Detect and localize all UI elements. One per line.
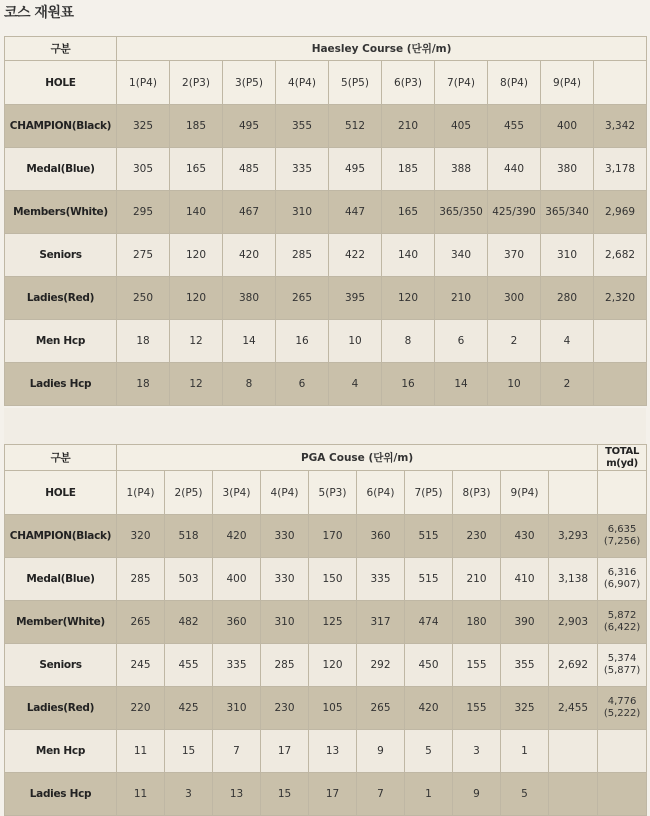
hole-header: HOLE	[5, 471, 117, 515]
cell: 6	[276, 363, 329, 406]
cell: 482	[165, 601, 213, 644]
category-header: 구분	[5, 445, 117, 471]
total-cell: 3,342	[594, 105, 647, 148]
cell: 355	[276, 105, 329, 148]
cell: 455	[488, 105, 541, 148]
cell: 388	[435, 148, 488, 191]
total-cell	[594, 320, 647, 363]
table-row	[5, 363, 647, 406]
row-label: Ladies Hcp	[5, 773, 117, 816]
hole-header: HOLE	[5, 61, 117, 105]
cell: 8	[223, 363, 276, 406]
total-cell	[598, 558, 647, 601]
cell: 495	[223, 105, 276, 148]
cell: 485	[223, 148, 276, 191]
row-label: Medal(Blue)	[5, 558, 117, 601]
cell: 1	[405, 773, 453, 816]
hole-header-cell: 2(P5)	[165, 471, 213, 515]
row-label: Ladies(Red)	[5, 687, 117, 730]
cell: 430	[501, 515, 549, 558]
cell: 305	[117, 148, 170, 191]
hole-header-cell: 9(P4)	[541, 61, 594, 105]
cell: 5	[501, 773, 549, 816]
cell: 1	[501, 730, 549, 773]
subtotal-cell: 2,903	[549, 601, 598, 644]
cell: 310	[276, 191, 329, 234]
course-title: PGA Couse (단위/m)	[117, 445, 598, 471]
total-m: 4,776	[607, 696, 637, 707]
cell: 335	[276, 148, 329, 191]
row-label: CHAMPION(Black)	[5, 105, 117, 148]
cell: 474	[405, 601, 453, 644]
cell: 9	[453, 773, 501, 816]
cell: 2	[541, 363, 594, 406]
cell: 320	[117, 515, 165, 558]
total-cell	[594, 363, 647, 406]
cell: 4	[541, 320, 594, 363]
cell: 4	[329, 363, 382, 406]
cell: 360	[213, 601, 261, 644]
total-cell	[598, 601, 647, 644]
cell: 7	[357, 773, 405, 816]
page-title: 코스 재원표	[4, 5, 74, 21]
cell: 265	[357, 687, 405, 730]
cell: 185	[382, 148, 435, 191]
table-row	[5, 277, 647, 320]
cell: 150	[309, 558, 357, 601]
cell: 11	[117, 730, 165, 773]
total-yd: (7,256)	[603, 536, 641, 547]
pga-course-table	[4, 444, 647, 816]
cell: 230	[261, 687, 309, 730]
cell: 280	[541, 277, 594, 320]
cell: 515	[405, 558, 453, 601]
cell: 380	[223, 277, 276, 320]
cell: 6	[435, 320, 488, 363]
table-row	[5, 234, 647, 277]
category-header: 구분	[5, 37, 117, 61]
cell: 285	[276, 234, 329, 277]
cell: 180	[453, 601, 501, 644]
table-row	[5, 105, 647, 148]
cell: 12	[170, 363, 223, 406]
row-label: Medal(Blue)	[5, 148, 117, 191]
cell: 422	[329, 234, 382, 277]
cell: 310	[261, 601, 309, 644]
cell: 7	[213, 730, 261, 773]
cell: 155	[453, 687, 501, 730]
cell: 467	[223, 191, 276, 234]
cell: 10	[488, 363, 541, 406]
subtotal-header-cell	[549, 471, 598, 515]
total-m: 5,374	[607, 653, 637, 664]
cell: 447	[329, 191, 382, 234]
row-label: Members(White)	[5, 191, 117, 234]
cell: 3	[165, 773, 213, 816]
cell: 335	[357, 558, 405, 601]
total-cell: 3,178	[594, 148, 647, 191]
table-row	[5, 730, 647, 773]
cell: 325	[501, 687, 549, 730]
hole-header-cell: 6(P4)	[357, 471, 405, 515]
cell: 325	[117, 105, 170, 148]
course-title: Haesley Course (단위/m)	[117, 37, 647, 61]
cell: 440	[488, 148, 541, 191]
cell: 518	[165, 515, 213, 558]
cell: 165	[382, 191, 435, 234]
hole-header-cell: 8(P3)	[453, 471, 501, 515]
total-m: 6,635	[607, 524, 637, 535]
cell: 140	[170, 191, 223, 234]
cell: 120	[382, 277, 435, 320]
cell: 365/340	[541, 191, 594, 234]
cell: 14	[223, 320, 276, 363]
cell: 370	[488, 234, 541, 277]
cell: 210	[453, 558, 501, 601]
cell: 330	[261, 515, 309, 558]
cell: 335	[213, 644, 261, 687]
cell: 395	[329, 277, 382, 320]
cell: 13	[309, 730, 357, 773]
cell: 420	[405, 687, 453, 730]
hole-header-cell: 6(P3)	[382, 61, 435, 105]
subtotal-cell: 2,692	[549, 644, 598, 687]
total-cell	[598, 644, 647, 687]
subtotal-cell: 3,293	[549, 515, 598, 558]
cell: 210	[382, 105, 435, 148]
total-label-line2: m(yd)	[606, 457, 638, 469]
cell: 220	[117, 687, 165, 730]
row-label: Seniors	[5, 234, 117, 277]
subtotal-cell	[549, 730, 598, 773]
total-label-line1: TOTAL	[605, 445, 640, 457]
table-separator	[4, 408, 646, 444]
cell: 230	[453, 515, 501, 558]
cell: 317	[357, 601, 405, 644]
cell: 295	[117, 191, 170, 234]
cell: 300	[488, 277, 541, 320]
cell: 420	[213, 515, 261, 558]
hole-header-cell: 5(P5)	[329, 61, 382, 105]
cell: 245	[117, 644, 165, 687]
cell: 250	[117, 277, 170, 320]
cell: 155	[453, 644, 501, 687]
cell: 9	[357, 730, 405, 773]
subtotal-cell: 2,455	[549, 687, 598, 730]
table-row	[5, 558, 647, 601]
total-yd: (5,877)	[603, 665, 641, 676]
cell: 12	[170, 320, 223, 363]
cell: 15	[165, 730, 213, 773]
table-row	[5, 644, 647, 687]
table-row	[5, 515, 647, 558]
cell: 16	[382, 363, 435, 406]
cell: 285	[117, 558, 165, 601]
cell: 13	[213, 773, 261, 816]
cell: 265	[117, 601, 165, 644]
total-m: 6,316	[607, 567, 637, 578]
cell: 10	[329, 320, 382, 363]
subtotal-cell: 3,138	[549, 558, 598, 601]
cell: 165	[170, 148, 223, 191]
cell: 360	[357, 515, 405, 558]
cell: 410	[501, 558, 549, 601]
cell: 16	[276, 320, 329, 363]
cell: 285	[261, 644, 309, 687]
cell: 265	[276, 277, 329, 320]
cell: 105	[309, 687, 357, 730]
total-yd: (5,222)	[603, 708, 641, 719]
hole-header-cell: 2(P3)	[170, 61, 223, 105]
cell: 365/350	[435, 191, 488, 234]
subtotal-cell	[549, 773, 598, 816]
cell: 310	[541, 234, 594, 277]
cell: 420	[223, 234, 276, 277]
cell: 400	[541, 105, 594, 148]
row-label: Ladies(Red)	[5, 277, 117, 320]
cell: 275	[117, 234, 170, 277]
table-row	[5, 687, 647, 730]
hole-header-cell: 3(P4)	[213, 471, 261, 515]
total-cell: 2,320	[594, 277, 647, 320]
total-header	[598, 445, 647, 471]
cell: 495	[329, 148, 382, 191]
cell: 185	[170, 105, 223, 148]
cell: 170	[309, 515, 357, 558]
cell: 405	[435, 105, 488, 148]
haesley-course-table	[4, 36, 647, 406]
cell: 120	[309, 644, 357, 687]
total-yd: (6,422)	[603, 622, 641, 633]
row-label: CHAMPION(Black)	[5, 515, 117, 558]
cell: 355	[501, 644, 549, 687]
total-cell	[598, 515, 647, 558]
hole-header-cell: 4(P4)	[261, 471, 309, 515]
cell: 2	[488, 320, 541, 363]
cell: 18	[117, 363, 170, 406]
hole-header-cell: 5(P3)	[309, 471, 357, 515]
hole-header-cell: 7(P5)	[405, 471, 453, 515]
hole-header-cell: 1(P4)	[117, 61, 170, 105]
total-m: 5,872	[607, 610, 637, 621]
total-cell	[598, 687, 647, 730]
total-cell	[598, 773, 647, 816]
cell: 15	[261, 773, 309, 816]
cell: 3	[453, 730, 501, 773]
hole-header-cell: 7(P4)	[435, 61, 488, 105]
row-label: Seniors	[5, 644, 117, 687]
hole-header-cell: 1(P4)	[117, 471, 165, 515]
total-header-cell	[594, 61, 647, 105]
cell: 5	[405, 730, 453, 773]
row-label: Men Hcp	[5, 320, 117, 363]
cell: 210	[435, 277, 488, 320]
total-yd: (6,907)	[603, 579, 641, 590]
total-cell: 2,682	[594, 234, 647, 277]
cell: 17	[261, 730, 309, 773]
cell: 512	[329, 105, 382, 148]
hole-header-cell: 9(P4)	[501, 471, 549, 515]
table-row	[5, 601, 647, 644]
cell: 140	[382, 234, 435, 277]
hole-header-cell: 8(P4)	[488, 61, 541, 105]
row-label: Member(White)	[5, 601, 117, 644]
hole-header-cell: 3(P5)	[223, 61, 276, 105]
cell: 292	[357, 644, 405, 687]
cell: 8	[382, 320, 435, 363]
cell: 125	[309, 601, 357, 644]
cell: 515	[405, 515, 453, 558]
row-label: Men Hcp	[5, 730, 117, 773]
table-row	[5, 773, 647, 816]
total-cell	[598, 730, 647, 773]
cell: 340	[435, 234, 488, 277]
total-header-cell	[598, 471, 647, 515]
table-row	[5, 191, 647, 234]
cell: 425/390	[488, 191, 541, 234]
table-row	[5, 148, 647, 191]
cell: 120	[170, 234, 223, 277]
cell: 18	[117, 320, 170, 363]
cell: 450	[405, 644, 453, 687]
cell: 380	[541, 148, 594, 191]
cell: 425	[165, 687, 213, 730]
cell: 11	[117, 773, 165, 816]
total-cell: 2,969	[594, 191, 647, 234]
cell: 17	[309, 773, 357, 816]
cell: 310	[213, 687, 261, 730]
cell: 14	[435, 363, 488, 406]
cell: 455	[165, 644, 213, 687]
cell: 503	[165, 558, 213, 601]
cell: 330	[261, 558, 309, 601]
table-row	[5, 320, 647, 363]
cell: 390	[501, 601, 549, 644]
row-label: Ladies Hcp	[5, 363, 117, 406]
cell: 400	[213, 558, 261, 601]
hole-header-cell: 4(P4)	[276, 61, 329, 105]
cell: 120	[170, 277, 223, 320]
